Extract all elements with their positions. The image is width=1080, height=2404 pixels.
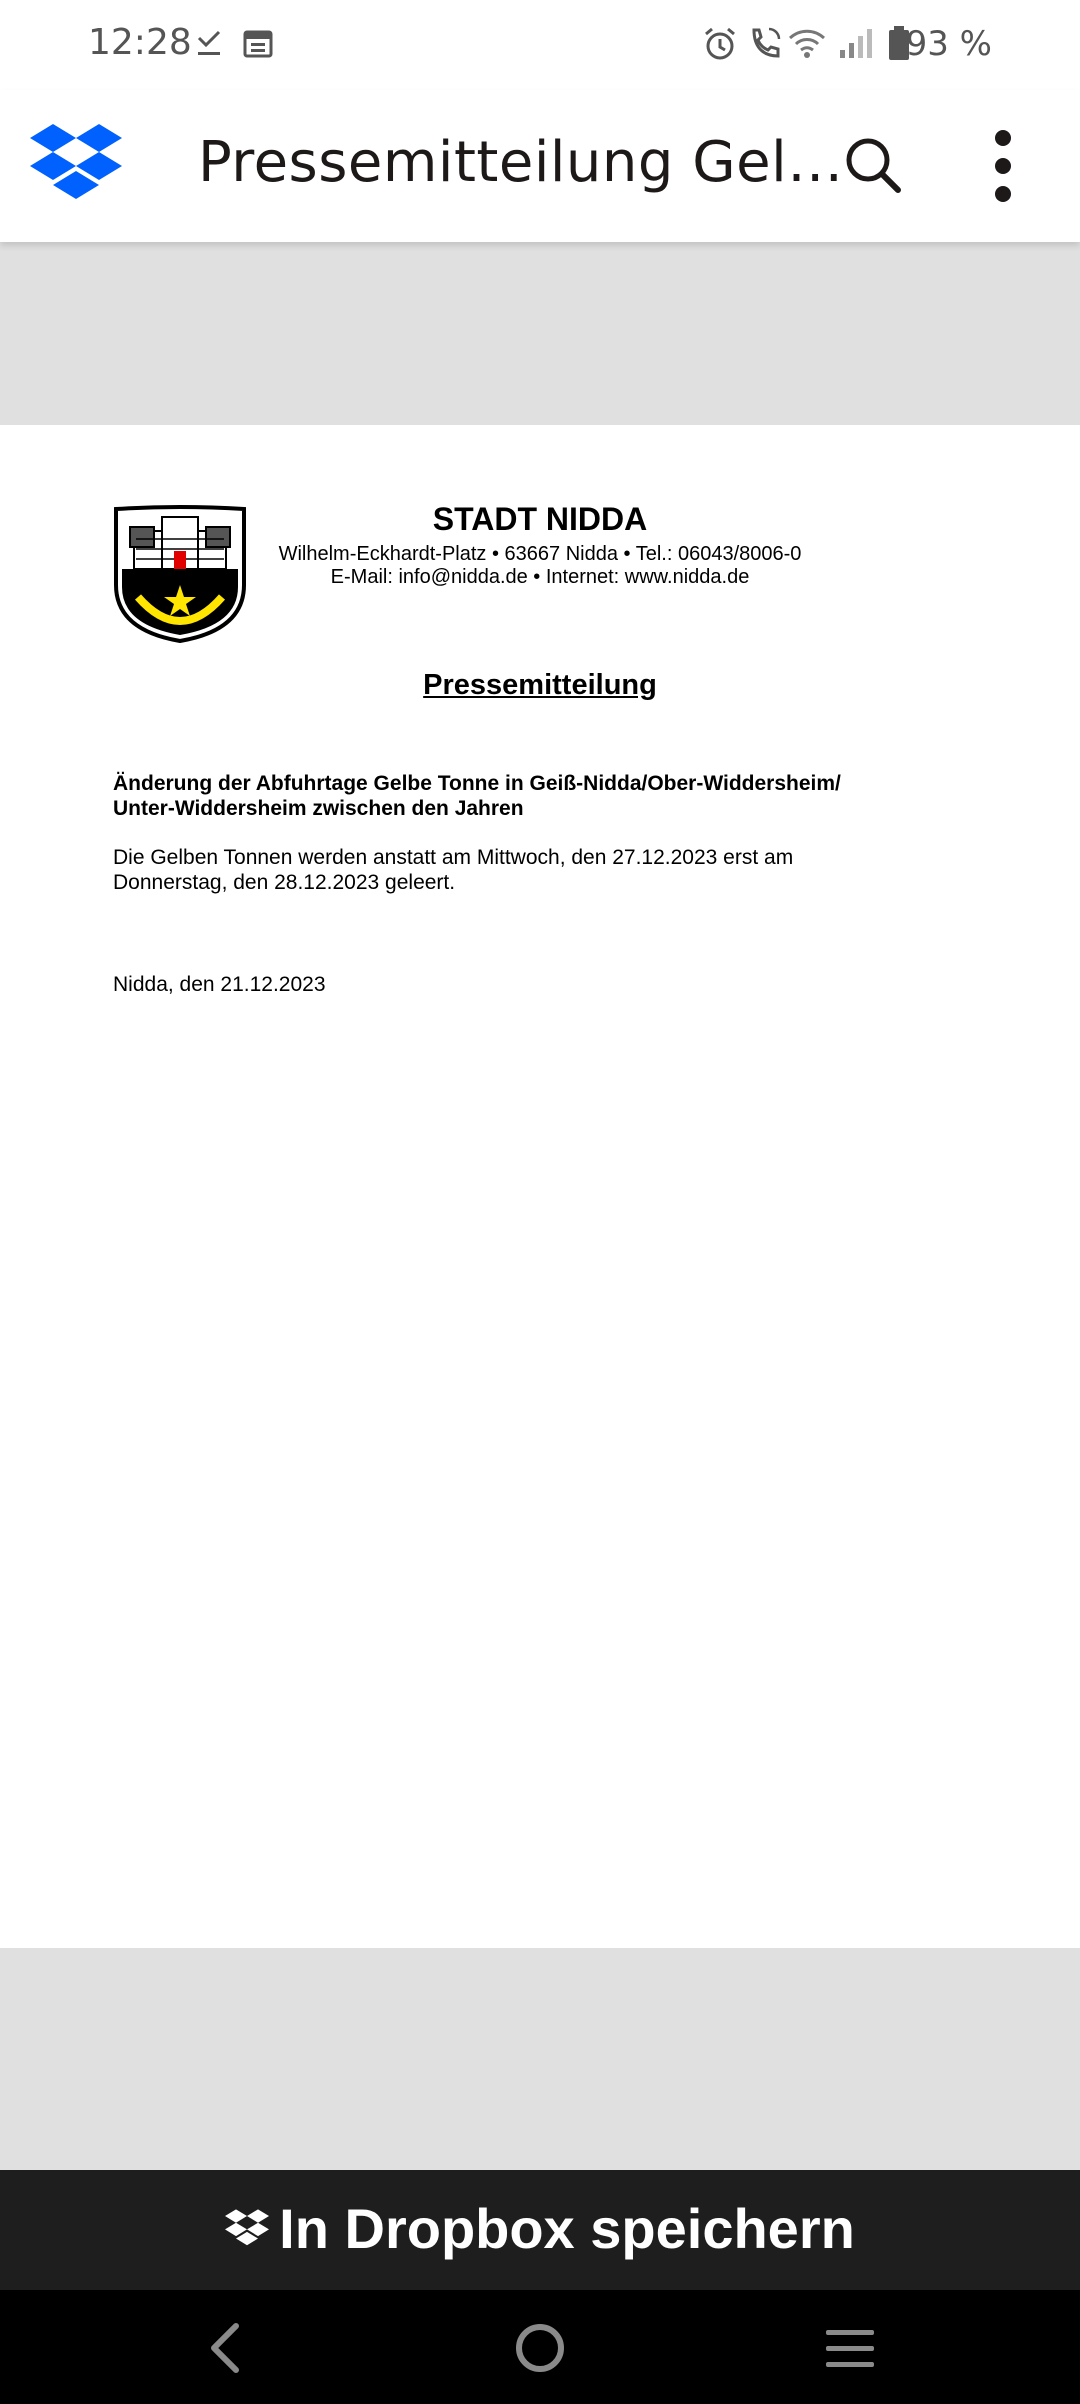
- headline: [113, 771, 1013, 821]
- battery-percent: 93 %: [905, 24, 992, 64]
- body-line: Die Gelben Tonnen werden anstatt am Mittwoch, den 27.12.2023 erst am: [113, 846, 794, 869]
- save-button-label: In Dropbox speichern: [279, 2197, 855, 2260]
- wifi-icon: [788, 24, 826, 69]
- alarm-icon: [702, 24, 738, 69]
- press-release-title: Pressemitteilung: [423, 669, 657, 701]
- status-time: 12:28: [88, 22, 192, 63]
- city-name: STADT NIDDA: [432, 501, 648, 537]
- system-nav-bar: [0, 2290, 1080, 2404]
- more-options-icon[interactable]: [968, 128, 1038, 204]
- document-viewer[interactable]: [0, 242, 1080, 2170]
- app-bar: [0, 90, 1080, 242]
- check-download-icon: [196, 24, 222, 69]
- date-line: Nidda, den 21.12.2023: [113, 973, 326, 996]
- body-paragraph: [113, 845, 1013, 895]
- save-to-dropbox-button[interactable]: [0, 2170, 1080, 2290]
- back-icon[interactable]: [196, 2318, 256, 2378]
- document-title: Pressemitteilung Gel…: [198, 130, 844, 195]
- contact-line: E-Mail: info@nidda.de • Internet: www.nidda.de: [330, 566, 750, 588]
- wifi-call-icon: [748, 24, 784, 69]
- home-icon[interactable]: [510, 2318, 570, 2378]
- dropbox-logo-icon[interactable]: [30, 124, 122, 207]
- signal-icon: [838, 24, 874, 69]
- body-line: Donnerstag, den 28.12.2023 geleert.: [113, 871, 456, 894]
- pdf-page: [0, 425, 1080, 1948]
- search-icon[interactable]: [838, 130, 908, 200]
- calendar-icon: [242, 24, 274, 69]
- menu-icon[interactable]: [820, 2318, 880, 2378]
- address-line: Wilhelm-Eckhardt-Platz • 63667 Nidda • Tel.: 06043/8006-0: [278, 543, 802, 565]
- status-bar: [0, 0, 1080, 90]
- headline-line: Unter-Widdersheim zwischen den Jahren: [113, 797, 524, 820]
- dropbox-icon: [225, 2195, 269, 2260]
- headline-line: Änderung der Abfuhrtage Gelbe Tonne in Geiß-Nidda/Ober-Widdersheim/: [113, 772, 841, 795]
